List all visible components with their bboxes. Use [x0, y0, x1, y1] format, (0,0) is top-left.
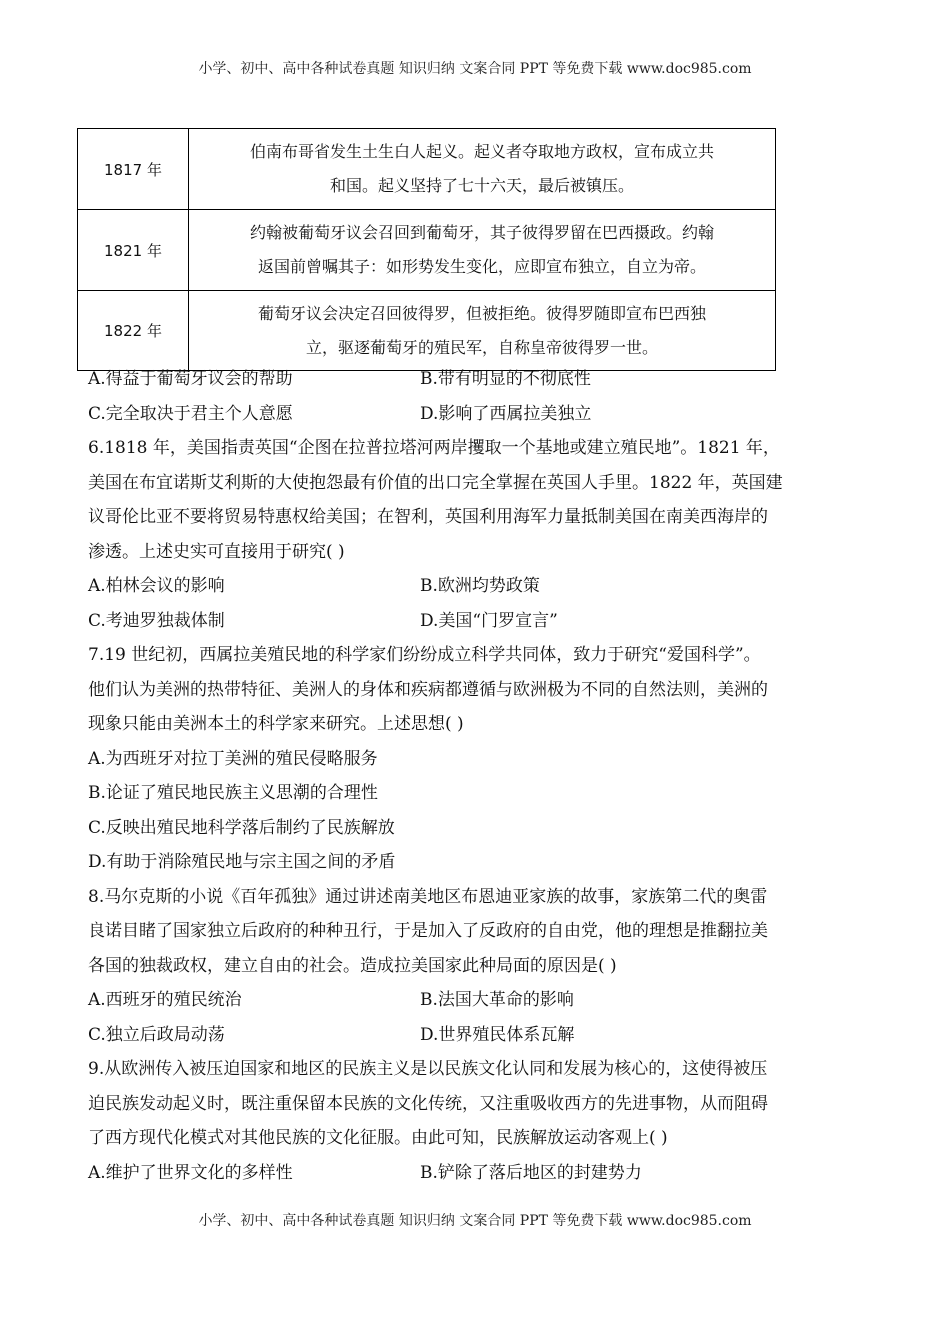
year-cell: 1822 年 [78, 291, 189, 371]
question-content [88, 362, 863, 1190]
event-cell [189, 210, 776, 291]
q5-option-b: B.带有明显的不彻底性 [420, 369, 591, 389]
table-row [78, 291, 776, 371]
q6-option-d: D.美国“门罗宣言” [420, 610, 558, 631]
q9-stem-line: 了西方现代化模式对其他民族的文化征服。由此可知，民族解放运动客观上( ) [88, 1128, 668, 1148]
q9-stem-line: 迫民族发动起义时，既注重保留本民族的文化传统，又注重吸收西方的先进事物，从而阻碍 [88, 1093, 768, 1114]
q9-options-row1 [88, 1156, 863, 1191]
q5-options-row2 [88, 397, 863, 432]
q7-stem-line: 现象只能由美洲本土的科学家来研究。上述思想( ) [88, 714, 464, 734]
q7-stem-line: 7.19 世纪初，西属拉美殖民地的科学家们纷纷成立科学共同体，致力于研究“爱国科学”。 [88, 645, 761, 665]
q7-option-b: B.论证了殖民地民族主义思潮的合理性 [88, 783, 378, 803]
q6-options-row1 [88, 569, 863, 604]
event-line: 约翰被葡萄牙议会召回到葡萄牙，其子彼得罗留在巴西摄政。约翰 [249, 223, 714, 242]
q9-option-b: B.铲除了落后地区的封建势力 [420, 1162, 642, 1183]
q7-option-c: C.反映出殖民地科学落后制约了民族解放 [88, 817, 395, 838]
q7-option-d: D.有助于消除殖民地与宗主国之间的矛盾 [88, 852, 396, 872]
q5-option-a: A.得益于葡萄牙议会的帮助 [88, 369, 293, 389]
q6-stem-line: 议哥伦比亚不要将贸易特惠权给美国；在智利，英国利用海军力量抵制美国在南美西海岸的 [88, 507, 768, 527]
q8-options-row1 [88, 983, 863, 1018]
q6-option-c: C.考迪罗独裁体制 [88, 610, 225, 631]
q6-options-row2 [88, 604, 863, 639]
event-line: 返国前曾嘱其子：如形势发生变化，应即宣布独立，自立为帝。 [257, 257, 706, 276]
q8-stem-line: 各国的独裁政权，建立自由的社会。造成拉美国家此种局面的原因是( ) [88, 955, 617, 976]
q8-stem-line: 良诺目睹了国家独立后政府的种种丑行，于是加入了反政府的自由党，他的理想是推翻拉美 [88, 921, 768, 941]
q7-stem-line: 他们认为美洲的热带特征、美洲人的身体和疾病都遵循与欧洲极为不同的自然法则，美洲的 [88, 679, 768, 700]
q6-stem-line: 渗透。上述史实可直接用于研究( ) [88, 541, 345, 562]
page-footer: 小学、初中、高中各种试卷真题 知识归纳 文案合同 PPT 等免费下载 www.doc985.com [198, 1213, 752, 1229]
event-line: 和国。起义坚持了七十六天，最后被镇压。 [329, 176, 634, 195]
table-row [78, 129, 776, 210]
event-line: 立，驱逐葡萄牙的殖民军，自称皇帝彼得罗一世。 [305, 337, 658, 357]
q6-stem-line: 6.1818 年，美国指责英国“企图在拉普拉塔河两岸攫取一个基地或建立殖民地”。1821 年， [88, 438, 780, 458]
q5-option-c: C.完全取决于君主个人意愿 [88, 403, 293, 424]
q5-options-row1 [88, 362, 863, 397]
q6-option-b: B.欧洲均势政策 [420, 576, 540, 596]
event-cell [189, 129, 776, 210]
year-cell: 1821 年 [78, 210, 189, 291]
q5-option-d: D.影响了西属拉美独立 [420, 403, 592, 424]
q6-stem-line: 美国在布宜诺斯艾利斯的大使抱怨最有价值的出口完全掌握在英国人手里。1822 年，英国建 [88, 472, 783, 493]
event-line: 葡萄牙议会决定召回彼得罗，但被拒绝。彼得罗随即宣布巴西独 [257, 303, 706, 323]
q7-option-a: A.为西班牙对拉丁美洲的殖民侵略服务 [88, 748, 378, 769]
q8-stem-line: 8.马尔克斯的小说《百年孤独》通过讲述南美地区布恩迪亚家族的故事，家族第二代的奥雷 [88, 886, 768, 907]
table-row [78, 210, 776, 291]
q9-stem-line: 9.从欧洲传入被压迫国家和地区的民族主义是以民族文化认同和发展为核心的，这使得被压 [88, 1059, 768, 1079]
event-line: 伯南布哥省发生土生白人起义。起义者夺取地方政权，宣布成立共 [249, 142, 714, 161]
q9-option-a: A.维护了世界文化的多样性 [88, 1162, 293, 1183]
q8-options-row2 [88, 1018, 863, 1053]
page-header: 小学、初中、高中各种试卷真题 知识归纳 文案合同 PPT 等免费下载 www.doc985.com [198, 61, 752, 77]
q8-option-b: B.法国大革命的影响 [420, 990, 574, 1010]
event-cell [189, 291, 776, 371]
history-table [77, 128, 776, 371]
q8-option-c: C.独立后政局动荡 [88, 1024, 225, 1045]
year-cell: 1817 年 [78, 129, 189, 210]
q8-option-a: A.西班牙的殖民统治 [88, 990, 242, 1010]
q8-option-d: D.世界殖民体系瓦解 [420, 1024, 575, 1045]
q6-option-a: A.柏林会议的影响 [88, 576, 225, 596]
